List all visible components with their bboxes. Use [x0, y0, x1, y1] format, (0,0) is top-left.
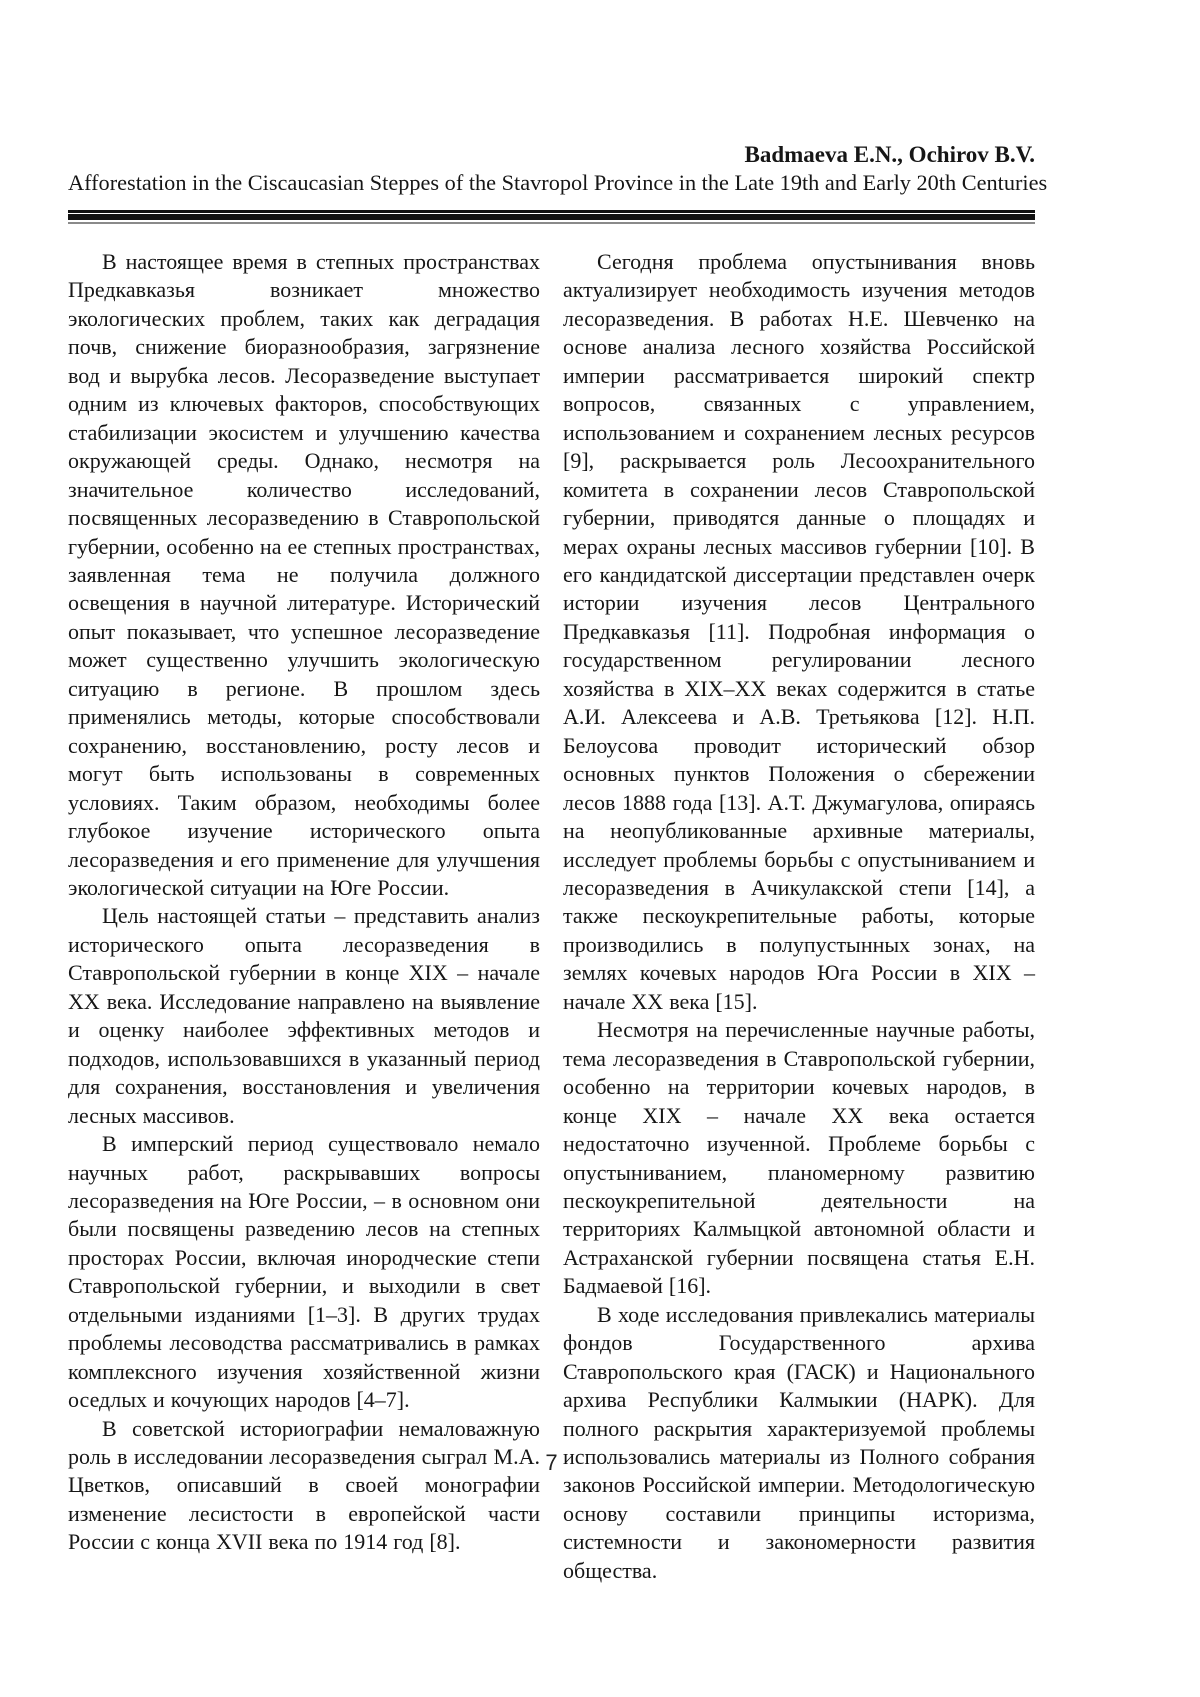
- paragraph: В ходе исследования привлекались материалы фондов Государственного архива Ставропольского края (ГАСК) и Национального архива Республики Калмыкии (НАРК). Для полного раскрытия характеризуемой проблемы использовались материалы из Полного собрания законов Российской империи. Методологическую основу составили принципы историзма, системности и закономерности развития общества.: [563, 1301, 1035, 1583]
- header-rule-thin-bottom: [68, 222, 1035, 224]
- paragraph: В советской историографии немаловажную роль в исследовании лесоразведения сыграл М.А. Цветков, описавший в своей монографии изменение лесистости в европейской части России с конца XVII века по 1914 год [8].: [68, 1415, 540, 1555]
- running-head-article-title: Afforestation in the Ciscaucasian Steppes of the Stavropol Province in the Late 19th and Early 20th Centuries: [68, 170, 1048, 195]
- paragraph: Несмотря на перечисленные научные работы, тема лесоразведения в Ставропольской губернии, особенно на территории кочевых народов, в конце XIX – начале XX века остается недостаточно изученной. Проблеме борьбы с опустыниванием, планомерному развитию пескоукрепительной деятельности на территориях Калмыцкой автономной области и Астраханской губернии посвящена статья Е.Н. Бадмаевой [16].: [563, 1017, 1035, 1299]
- left-column: [68, 248, 540, 1585]
- paragraph: Цель настоящей статьи – представить анализ исторического опыта лесоразведения в Ставропольской губернии в конце XIX – начале XX века. Исследование направлено на выявление и оценку наиболее эффективных методов и подходов, использовавшихся в указанный период для сохранения, восстановления и увеличения лесных массивов.: [68, 903, 540, 1128]
- two-column-body: [68, 248, 1035, 1585]
- paragraph: В настоящее время в степных пространствах Предкавказья возникает множество экологических проблем, таких как деградация почв, снижение биоразнообразия, загрязнение вод и вырубка лесов. Лесоразведение выступает одним из ключевых факторов, способствующих стабилизации экосистем и улучшению качества окружающей среды. Однако, несмотря на значительное количество исследований, посвященных лесоразведению в Ставропольской губернии, особенно на ее степных пространствах, заявленная тема не получила должного освещения в научной литературе. Исторический опыт показывает, что успешное лесоразведение может существенно улучшить экологическую ситуацию в регионе. В прошлом здесь применялись методы, которые способствовали сохранению, восстановлению, росту лесов и могут быть использованы в современных условиях. Таким образом, необходимы более глубокое изучение исторического опыта лесоразведения и его применение для улучшения экологической ситуации на Юге России.: [68, 249, 540, 900]
- running-head-authors: Badmaeva E.N., Ochirov B.V.: [744, 142, 1035, 167]
- right-column: [563, 248, 1035, 1585]
- page-content: [68, 0, 1048, 1585]
- page-number: 7: [545, 1450, 558, 1475]
- paragraph: Сегодня проблема опустынивания вновь актуализирует необходимость изучения методов лесоразведения. В работах Н.Е. Шевченко на основе анализа лесного хозяйства Российской империи рассматривается широкий спектр вопросов, связанных с управлением, использованием и сохранением лесных ресурсов [9], раскрывается роль Лесоохранительного комитета в сохранении лесов Ставропольской губернии, приводятся данные о площадях и мерах охраны лесных массивов губернии [10]. В его кандидатской диссертации представлен очерк истории изучения лесов Центрального Предкавказья [11]. Подробная информация о государственном регулировании лесного хозяйства в XIX–XX веках содержится в статье А.И. Алексеева и А.В. Третьякова [12]. Н.П. Белоусова проводит исторический обзор основных пунктов Положения о сбережении лесов 1888 года [13]. А.Т. Джумагулова, опираясь на неопубликованные архивные материалы, исследует проблемы борьбы с опустыниванием и лесоразведения в Ачикулакской степи [14], а также пескоукрепительные работы, которые производились в полупустынных зонах, на землях кочевых народов Юга России в XIX – начале XX века [15].: [563, 249, 1035, 1014]
- running-head: [68, 141, 1048, 197]
- header-rule: [68, 210, 1035, 224]
- paragraph: В имперский период существовало немало научных работ, раскрывавших вопросы лесоразведения на Юге России, – в основном они были посвящены разведению лесов на степных просторах России, включая инородческие степи Ставропольской губернии, и выходили в свет отдельными изданиями [1–3]. В других трудах проблемы лесоводства рассматривались в рамках комплексного изучения хозяйственной жизни оседлых и кочующих народов [4–7].: [68, 1131, 540, 1413]
